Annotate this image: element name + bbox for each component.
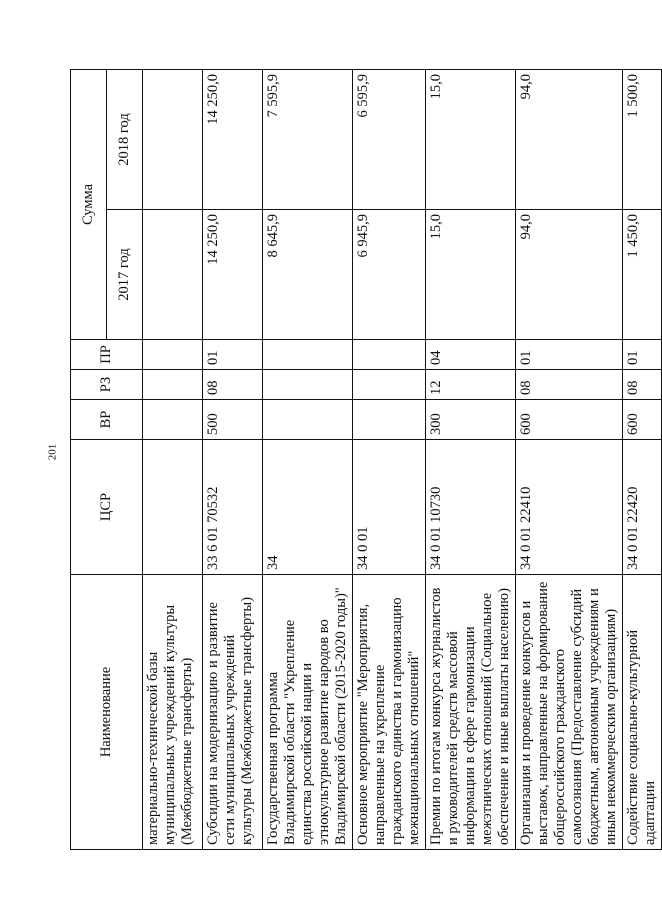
- header-row-top: [71, 70, 107, 850]
- row-csr: 34: [263, 440, 353, 575]
- row-rz: 08: [516, 370, 623, 400]
- row-rz: [353, 370, 426, 400]
- row-rz: [263, 370, 353, 400]
- row-vr: 500: [203, 400, 263, 440]
- row-2018: [143, 70, 203, 210]
- row-2017: [143, 210, 203, 340]
- row-csr: 34 0 01 10730: [426, 440, 516, 575]
- row-2017: 1 450,0: [623, 210, 662, 340]
- table-row: [516, 70, 623, 850]
- header-name: Наименование: [71, 575, 143, 850]
- row-2017: 6 945,9: [353, 210, 426, 340]
- row-csr: 34 0 01 22420: [623, 440, 662, 575]
- table-row: [353, 70, 426, 850]
- row-rz: [143, 370, 203, 400]
- header-rz: РЗ: [71, 370, 143, 400]
- page-number: 201: [46, 443, 59, 461]
- table-row: [263, 70, 353, 850]
- table-row: [623, 70, 662, 850]
- row-2018: 15,0: [426, 70, 516, 210]
- table-row: [143, 70, 203, 850]
- row-name: Премии по итогам конкурса журналистов и руководителей средств массовой информации в сфере гармонизации межэтнических отношений (Социальное обеспечение и иные выплаты населению): [426, 575, 516, 850]
- row-name: материально-технической базы муниципальных учреждений культуры (Межбюджетные трансферты): [143, 575, 203, 850]
- budget-table: [70, 69, 662, 850]
- row-rz: 12: [426, 370, 516, 400]
- header-sum: Сумма: [71, 70, 107, 340]
- table-row: [203, 70, 263, 850]
- row-name: Субсидии на модернизацию и развитие сети муниципальных учреждений культуры (Межбюджетные трансферты): [203, 575, 263, 850]
- header-csr: ЦСР: [71, 440, 143, 575]
- row-2018: 94,0: [516, 70, 623, 210]
- row-csr: 34 0 01 22410: [516, 440, 623, 575]
- header-vr: ВР: [71, 400, 143, 440]
- row-2017: 8 645,9: [263, 210, 353, 340]
- header-pr: ПР: [71, 340, 143, 370]
- row-csr: 33 6 01 70532: [203, 440, 263, 575]
- row-vr: 300: [426, 400, 516, 440]
- row-name: Государственная программа Владимирской области "Укрепление единства российской нации и этнокультурное развитие народов во Владимирской области (2015-2020 годы)": [263, 575, 353, 850]
- row-pr: 01: [516, 340, 623, 370]
- row-2018: 1 500,0: [623, 70, 662, 210]
- row-2018: 14 250,0: [203, 70, 263, 210]
- budget-table-frame: [70, 70, 658, 850]
- row-2017: 94,0: [516, 210, 623, 340]
- row-2017: 14 250,0: [203, 210, 263, 340]
- row-csr: 34 0 01: [353, 440, 426, 575]
- table-row: [426, 70, 516, 850]
- row-pr: 04: [426, 340, 516, 370]
- row-pr: [263, 340, 353, 370]
- row-pr: [353, 340, 426, 370]
- row-name: Содействие социально-культурной адаптации: [623, 575, 662, 850]
- header-2017: 2017 год: [107, 210, 143, 340]
- row-pr: [143, 340, 203, 370]
- row-rz: 08: [203, 370, 263, 400]
- row-2018: 7 595,9: [263, 70, 353, 210]
- row-vr: 600: [516, 400, 623, 440]
- row-name: Основное мероприятие "Мероприятия, направленные на укрепление гражданского единства и гармонизацию межнациональных отношений": [353, 575, 426, 850]
- row-vr: [143, 400, 203, 440]
- row-2018: 6 595,9: [353, 70, 426, 210]
- row-vr: [353, 400, 426, 440]
- row-rz: 08: [623, 370, 662, 400]
- row-2017: 15,0: [426, 210, 516, 340]
- row-name: Организация и проведение конкурсов и выставок, направленные на формирование общероссийского гражданского самосознания (Предоставление субсидий бюджетным, автономным учреждениям и иным некоммерческим организациям): [516, 575, 623, 850]
- row-pr: 01: [623, 340, 662, 370]
- row-vr: 600: [623, 400, 662, 440]
- row-vr: [263, 400, 353, 440]
- row-pr: 01: [203, 340, 263, 370]
- row-csr: [143, 440, 203, 575]
- header-2018: 2018 год: [107, 70, 143, 210]
